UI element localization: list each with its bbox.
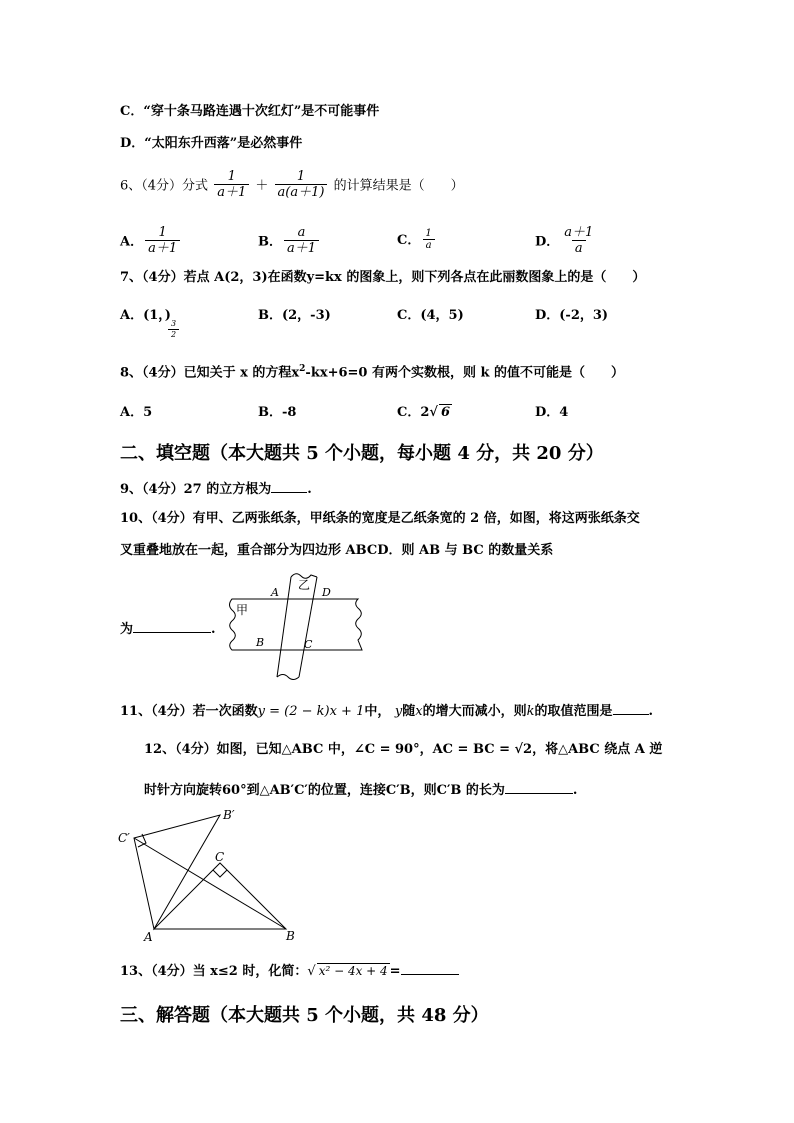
section-3-heading: 三、解答题（本大题共 5 个小题，共 48 分） [120, 1005, 489, 1026]
q11-answer-blank[interactable] [613, 702, 649, 715]
question-7: 7、（4分）若点 A(2，3)在函数y=kx 的图象上，则下列各点在此丽数图象上的是（ ） [120, 270, 646, 285]
question-8: 8、（4分）已知关于 x 的方程$x^2-kx+6=0$ 有两个实数根，则 k 的值不可能是（ ） [120, 364, 625, 381]
q9-answer-blank[interactable] [271, 480, 307, 493]
fig12-label-a: A [144, 930, 153, 943]
q10-answer-blank[interactable] [133, 620, 211, 633]
fig10-label-a: A [271, 586, 279, 599]
question-10-line-2: 叉重叠地放在一起，重合部分为四边形 ABCD．则 AB 与 BC 的数量关系 [120, 543, 554, 558]
q13-radicand: x² − 4x + 4 [318, 964, 388, 978]
question-9: 9、（4分）27 的立方根为 . [120, 482, 312, 497]
fig12-label-c: C [215, 850, 225, 864]
question-13: 13、（4分）当 x≤2 时，化简：√ x² − 4x + 4 = [120, 962, 459, 980]
q8-option-d: D．4 [535, 405, 569, 420]
question-10-line-3: 为 . [120, 622, 216, 637]
option-d-line: D．“太阳东升西落”是必然事件 [120, 136, 303, 151]
q7-option-d: D．(-2，3) [535, 308, 609, 323]
fig10-label-jia: 甲 [236, 603, 249, 617]
section-2-heading: 二、填空题（本大题共 5 个小题，每小题 4 分，共 20 分） [120, 443, 604, 464]
question-12-line-1: 12、（4分）如图，已知△ABC 中，∠C = 90°，AC = BC = √2，将△ABC 绕点 A 逆 [144, 742, 663, 757]
q12-answer-blank[interactable] [505, 781, 573, 794]
q7-option-a: A．(1，) [120, 308, 171, 323]
q7-option-c: C．(4，5) [397, 308, 464, 323]
q6-option-c: C． $\frac{1}{a}$ [397, 228, 437, 253]
q6-option-b: B． $\frac{a}{a+1}$ [258, 226, 321, 258]
q6-suffix: 的计算结果是（ ） [333, 178, 464, 194]
fig12-label-b-prime: B′ [223, 808, 235, 822]
rotated-triangle-figure [112, 803, 312, 943]
fig12-label-c-prime: C′ [118, 831, 130, 845]
q6-option-a: A． $\frac{1}{a+1}$ [120, 226, 182, 258]
option-c-line: C．“穿十条马路连遇十次红灯”是不可能事件 [120, 104, 380, 119]
q11-equation: y = (2 − k)x + 1 [257, 704, 365, 719]
q6-option-d: D． $\frac{a+1}{a}$ [535, 225, 594, 257]
q6-prefix: 6、（4分）分式 [120, 178, 209, 194]
fig10-label-d: D [322, 586, 331, 599]
fig10-label-c: C [304, 638, 313, 651]
fig10-label-b: B [256, 636, 265, 649]
paper-strips-figure [222, 568, 378, 680]
fig12-label-b: B [286, 929, 295, 943]
q8-option-a: A．5 [120, 405, 153, 420]
q8-option-c: C．2√ 6 [397, 405, 450, 420]
q7-option-b: B．(2，-3) [258, 308, 331, 323]
question-10-line-1: 10、（4分）有甲、乙两张纸条，甲纸条的宽度是乙纸条宽的 2 倍，如图，将这两张纸条交 [120, 511, 640, 526]
q6-plus: ＋ [255, 178, 269, 194]
q6-fraction-2: $\frac{1}{a(a+1)}$ [275, 170, 328, 202]
question-11: 11、（4分）若一次函数y = (2 − k)x + 1中， y随x的增大而减小，则k的取值范围是 . [120, 704, 654, 719]
fig10-label-yi: 乙 [298, 578, 311, 592]
question-12-line-2: 时针方向旋转60°到△AB′C′的位置，连接C′B，则C′B 的长为 . [144, 783, 578, 798]
q6-fraction-1: $\frac{1}{a+1}$ [214, 170, 249, 202]
q13-answer-blank[interactable] [401, 962, 459, 975]
question-6 [120, 170, 464, 202]
q7-option-a-fraction: $\frac{3}{2}$ [168, 320, 179, 340]
q8-option-b: B．-8 [258, 405, 297, 420]
